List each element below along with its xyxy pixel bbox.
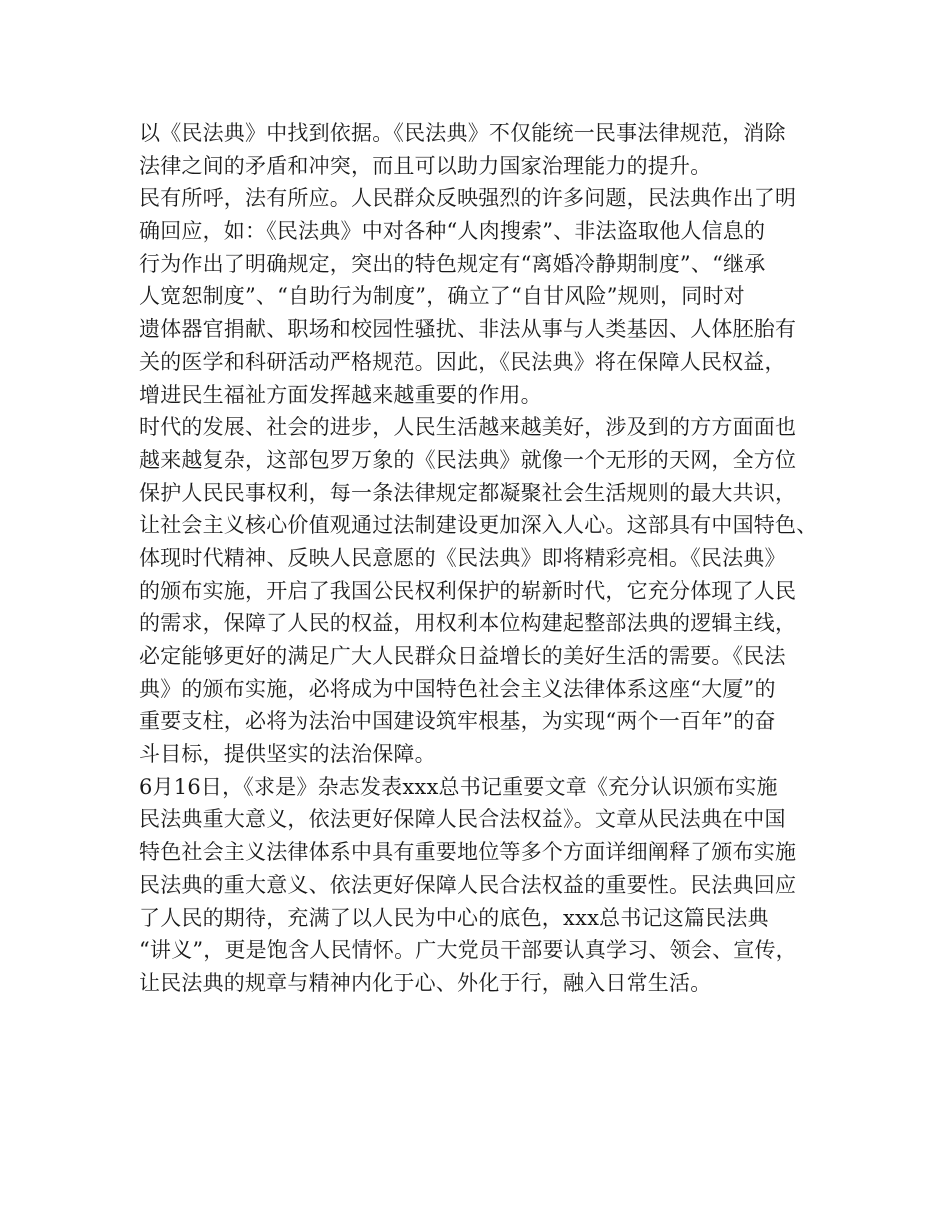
text-line: 行为作出了明确规定，突出的特色规定有“离婚冷静期制度”、“继承 [139, 251, 766, 276]
text-line: 保护人民民事权利，每一条法律规定都凝聚社会生活规则的最大共识， [139, 480, 797, 505]
text-line: 以《民法典》中找到依据。《民法典》不仅能统一民事法律规范，消除 [139, 121, 786, 145]
text-line: 特色社会主义法律体系中具有重要地位等多个方面详细阐释了颁布实施 [139, 840, 797, 865]
text-line: 体现时代精神、反映人民意愿的《民法典》即将精彩亮相。《民法典》 [139, 545, 786, 570]
text-line: 越来越复杂，这部包罗万象的《民法典》就像一个无形的天网，全方位 [139, 447, 797, 472]
text-line: “讲义”，更是饱含人民情怀。广大党员干部要认真学习、领会、宣传， [139, 938, 797, 963]
text-line: 民法典重大意义，依法更好保障人民合法权益》。文章从民法典在中国 [139, 807, 786, 832]
text-line: 的需求，保障了人民的权益，用权利本位构建起整部法典的逻辑主线， [139, 611, 797, 636]
text-line: 让民法典的规章与精神内化于心、外化于行，融入日常生活。 [139, 970, 712, 995]
text-line: 关的医学和科研活动严格规范。因此，《民法典》将在保障人民权益， [139, 349, 786, 374]
text-line: 增进民生福祉方面发挥越来越重要的作用。 [139, 382, 542, 407]
text-line: 时代的发展、社会的进步，人民生活越来越美好，涉及到的方方面面也 [139, 415, 797, 440]
body-text [139, 117, 829, 1000]
text-line: 法律之间的矛盾和冲突，而且可以助力国家治理能力的提升。 [139, 153, 712, 178]
text-line: 斗目标，提供坚实的法治保障。 [139, 742, 436, 767]
text-line: 重要支柱，必将为法治中国建设筑牢根基，为实现“两个一百年”的奋 [139, 709, 776, 734]
text-line: 典》的颁布实施，必将成为中国特色社会主义法律体系这座“大厦”的 [139, 676, 776, 701]
text-line: 6月16日，《求是》杂志发表xxx总书记重要文章《充分认识颁布实施 [139, 774, 778, 799]
text-line: 遗体器官捐献、职场和校园性骚扰、非法从事与人类基因、人体胚胎有 [139, 317, 797, 342]
text-line: 民法典的重大意义、依法更好保障人民合法权益的重要性。民法典回应 [139, 872, 797, 897]
text-line: 人宽恕制度”、“自助行为制度”，确立了“自甘风险”规则，同时对 [139, 284, 745, 309]
text-line: 让社会主义核心价值观通过法制建设更加深入人心。这部具有中国特色、 [139, 513, 818, 538]
text-line: 必定能够更好的满足广大人民群众日益增长的美好生活的需要。《民法 [139, 644, 786, 668]
text-line: 了人民的期待，充满了以人民为中心的底色，xxx总书记这篇民法典 [139, 905, 769, 930]
text-line: 的颁布实施，开启了我国公民权利保护的崭新时代，它充分体现了人民 [139, 578, 797, 603]
text-line: 民有所呼，法有所应。人民群众反映强烈的许多问题，民法典作出了明 [139, 186, 797, 211]
text-line: 确回应，如：《民法典》中对各种“人肉搜索”、非法盗取他人信息的 [139, 219, 766, 244]
